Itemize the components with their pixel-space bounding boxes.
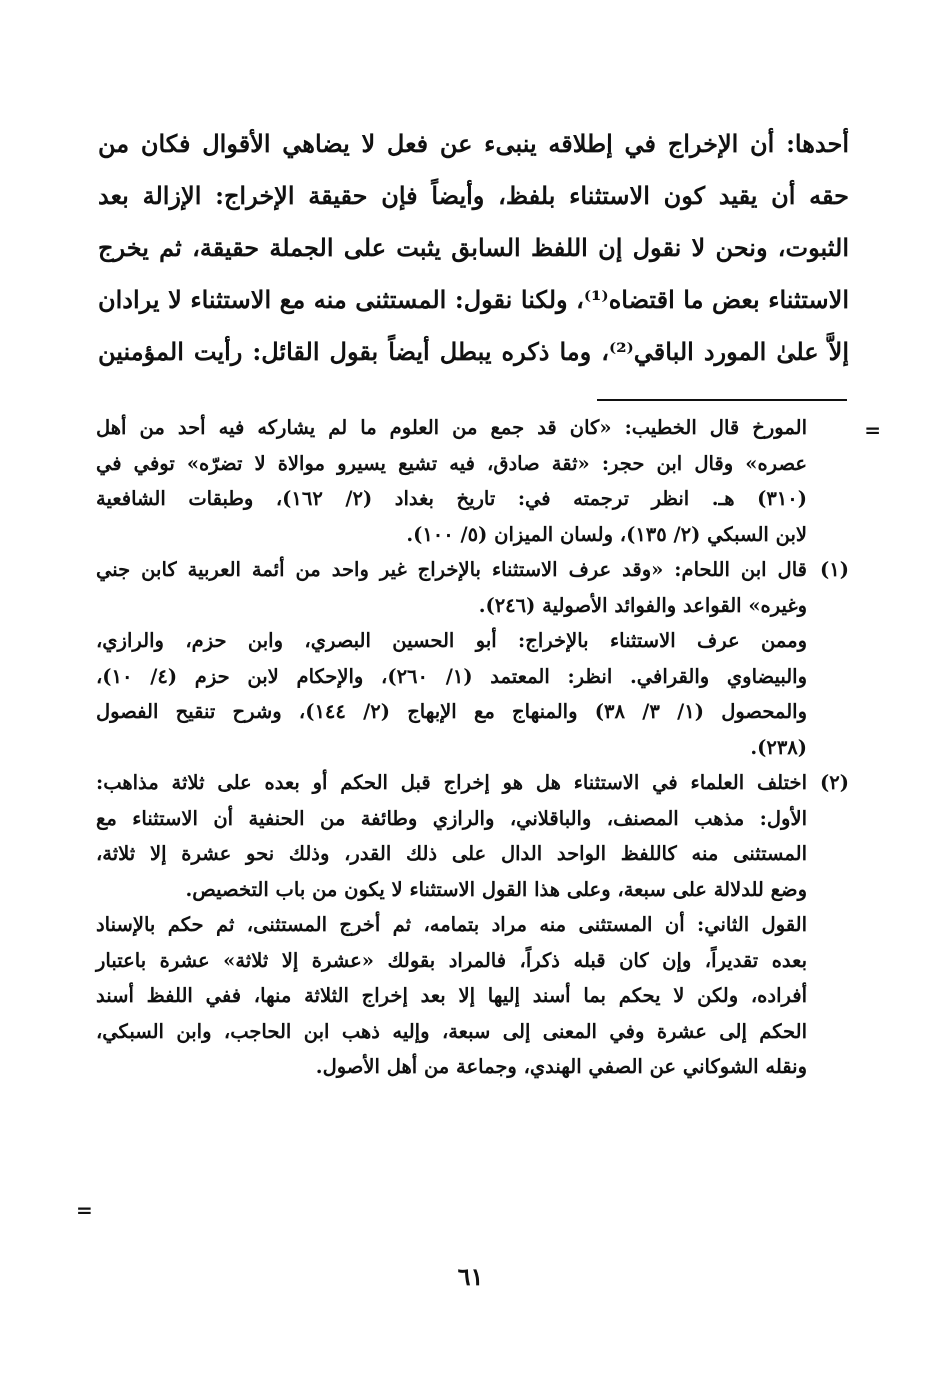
footnote-line: والبيضاوي والقرافي. انظر: المعتمد (١/ ٢٦٠)، والإحكام لابن حزم (٤/ ١٠)، [96,664,807,688]
footnote-1 [96,552,849,765]
footnote-line: (٢٣٨). [750,735,807,759]
footnote-line: ونقله الشوكاني عن الصفي الهندي، وجماعة من أهل الأصول. [315,1055,807,1078]
footnote-line: عصره» وقال ابن حجر: «ثقة صادق، فيه تشيع يسيرو موالاة لا تضرّه» توفي في [96,451,807,475]
footnote-line: المورخ قال الخطيب: «كان قد جمع من العلوم ما لم يشاركه فيه أحد من أهل [96,416,807,439]
main-text-body [98,118,849,378]
footnote-line: الحكم إلى عشرة وفي المعنى إلى سبعة، وإليه ذهب ابن الحاجب، وابن السبكي، [96,1019,807,1043]
footnote-2-marker: (٢) [820,771,849,794]
footnote-line: وضع للدلالة على سبعة، وعلى هذا القول الاستثناء لا يكون من باب التخصيص. [185,877,807,901]
footnote-line: وممن عرف الاستثناء بالإخراج: أبو الحسين البصري، وابن حزم، والرازي، [96,629,807,652]
footnote-continued [96,410,807,552]
continuation-mark-top: = [864,418,881,442]
footnote-line: قال ابن اللحام: «وقد عرف الاستثناء بالإخراج غير واحد من أئمة العربية كابن جني [96,558,807,581]
continuation-mark-bottom: = [76,1198,93,1222]
footnote-separator-rule [597,399,847,401]
footnotes-section [96,410,849,1085]
footnote-line: اختلف العلماء في الاستثناء هل هو إخراج قبل الحكم أو بعده على ثلاثة مذاهب: [96,771,807,794]
footnote-1-marker: (١) [820,558,849,581]
footnote-line: أفراده، ولكن لا يحكم بما أسند إليها إلا بعد إخراج الثلاثة منها، ففي اللفظ أسند [96,984,807,1007]
main-text-line: أحدها: أن الإخراج في إطلاقه ينبىء عن فعل لا يضاهي الأقوال فكان من [98,129,849,158]
footnote-line: وغيره» القواعد والفوائد الأصولية (٢٤٦). [478,593,807,617]
main-text-line: إلاَّ علىٰ المورد الباقي⁽²⁾، وما ذكره يبطل أيضاً بقول القائل: رأيت المؤمنين [98,337,849,366]
footnote-line: المستثنى منه كاللفظ الواحد الدال على ذلك القدر، وذلك نحو عشرة إلا ثلاثة، [96,842,807,865]
footnote-line: بعده تقديراً، وإن كان قبله ذكراً، فالمراد بقولك «عشرة إلا ثلاثة» عشرة باعتبار [96,948,807,972]
footnote-2 [96,765,849,1085]
footnote-line: والمحصول (١/ ٣/ ٣٨) والمنهاج مع الإبهاج (٢/ ١٤٤)، وشرح تنقيح الفصول [96,700,807,723]
footnote-line: (٣١٠) هـ. انظر ترجمته في: تاريخ بغداد (٢/ ١٦٢)، وطبقات الشافعية [96,487,807,510]
footnote-line: لابن السبكي (٢/ ١٣٥)، ولسان الميزان (٥/ ١٠٠). [406,522,807,546]
main-text-line: حقه أن يقيد كون الاستثناء بلفظ، وأيضاً فإن حقيقة الإخراج: الإزالة بعد [98,181,849,210]
page-number: ٦١ [457,1262,484,1291]
main-text-line: الاستثناء بعض ما اقتضاه⁽¹⁾، ولكنا نقول: المستثنى منه مع الاستثناء لا يرادان [98,285,849,314]
main-text-line: الثبوت، ونحن لا نقول إن اللفظ السابق يثبت على الجملة حقيقة، ثم يخرج [98,233,849,262]
footnote-line: الأول: مذهب المصنف، والباقلاني، والرازي وطائفة من الحنفية أن الاستثناء مع [96,806,807,830]
footnote-line: القول الثاني: أن المستثنى منه مراد بتمامه، ثم أخرج المستثنى، ثم حكم بالإسناد [96,913,807,936]
